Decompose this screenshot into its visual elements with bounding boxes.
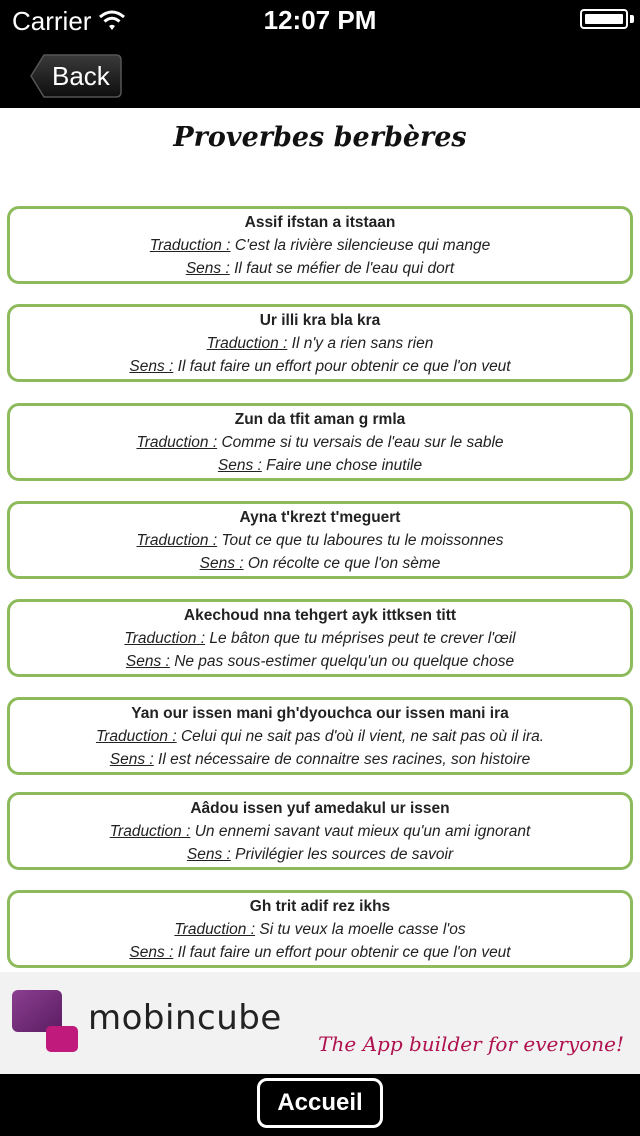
footer-bar [0,1074,640,1136]
translation-line [10,823,630,841]
proverb-text: Yan our issen mani gh'dyouchca our issen mani ira [131,705,509,722]
translation-label: Traduction : [124,630,206,647]
meaning-text: Il faut se méfier de l'eau qui dort [234,260,455,277]
translation-label: Traduction : [149,237,231,254]
meaning-label: Sens : [109,751,154,768]
proverb-text: Gh trit adif rez ikhs [249,898,391,915]
meaning-text: Ne pas sous-estimer quelqu'un ou quelque chose [174,653,515,670]
proverb-card [7,599,633,677]
meaning-line [10,260,630,278]
back-button-label: Back [52,61,110,91]
banner-tagline: The App builder for everyone! [318,1032,624,1056]
meaning-label: Sens : [217,457,262,474]
proverb-text: Ur illi kra bla kra [259,312,381,329]
brand-name: mobincube [88,998,282,1038]
meaning-text: On récolte ce que l'on sème [247,555,441,572]
meaning-text: Il faut faire un effort pour obtenir ce que l'on veut [177,944,511,961]
meaning-label: Sens : [125,653,170,670]
meaning-line [10,653,630,671]
translation-line [10,728,630,746]
proverb-card [7,304,633,382]
meaning-text: Il faut faire un effort pour obtenir ce que l'on veut [177,358,511,375]
proverb-card [7,697,633,775]
translation-line [10,434,630,452]
proverb-text: Akechoud nna tehgert ayk ittksen titt [183,607,457,624]
ad-banner[interactable] [0,972,640,1074]
translation-text: Celui qui ne sait pas d'où il vient, ne sait pas où il ira. [180,728,545,745]
proverb-text: Ayna t'krezt t'meguert [239,509,401,526]
translation-text: Comme si tu versais de l'eau sur le sable [221,434,504,451]
proverb-text: Assif ifstan a itstaan [244,214,396,231]
meaning-line [10,751,630,769]
meaning-label: Sens : [199,555,244,572]
translation-line [10,532,630,550]
translation-line [10,921,630,939]
mobincube-logo-icon [12,990,82,1054]
translation-text: Un ennemi savant vaut mieux qu'un ami ignorant [194,823,531,840]
translation-text: Le bâton que tu méprises peut te crever l'œil [209,630,516,647]
meaning-line [10,846,630,864]
page-title: Proverbes berbères [173,122,467,153]
translation-text: Si tu veux la moelle casse l'os [259,921,466,938]
translation-text: Tout ce que tu laboures tu le moissonnes [221,532,504,549]
meaning-label: Sens : [129,944,174,961]
proverb-text: Aâdou issen yuf amedakul ur issen [190,800,450,817]
clock: 12:07 PM [263,5,377,35]
meaning-label: Sens : [185,260,230,277]
meaning-text: Faire une chose inutile [266,457,423,474]
translation-label: Traduction : [136,532,218,549]
proverb-card [7,890,633,968]
home-button[interactable]: Accueil [257,1078,383,1128]
battery-tip [630,15,634,23]
status-bar [0,0,640,40]
translation-line [10,237,630,255]
translation-text: Il n'y a rien sans rien [291,335,434,352]
meaning-line [10,358,630,376]
proverb-card [7,501,633,579]
meaning-text: Il est nécessaire de connaitre ses racines, son histoire [158,751,531,768]
translation-text: C'est la rivière silencieuse qui mange [234,237,491,254]
battery-icon [580,9,628,29]
translation-label: Traduction : [174,921,256,938]
proverb-text: Zun da tfit aman g rmla [234,411,406,428]
meaning-text: Privilégier les sources de savoir [235,846,454,863]
translation-label: Traduction : [109,823,191,840]
meaning-label: Sens : [129,358,174,375]
navigation-bar [0,40,640,108]
translation-label: Traduction : [206,335,288,352]
meaning-label: Sens : [186,846,231,863]
meaning-line [10,555,630,573]
carrier-label: Carrier [12,6,92,36]
proverb-card [7,792,633,870]
meaning-line [10,457,630,475]
back-button[interactable] [30,54,122,98]
proverb-card [7,403,633,481]
meaning-line [10,944,630,962]
translation-label: Traduction : [95,728,177,745]
proverb-card [7,206,633,284]
translation-line [10,630,630,648]
translation-label: Traduction : [136,434,218,451]
translation-line [10,335,630,353]
